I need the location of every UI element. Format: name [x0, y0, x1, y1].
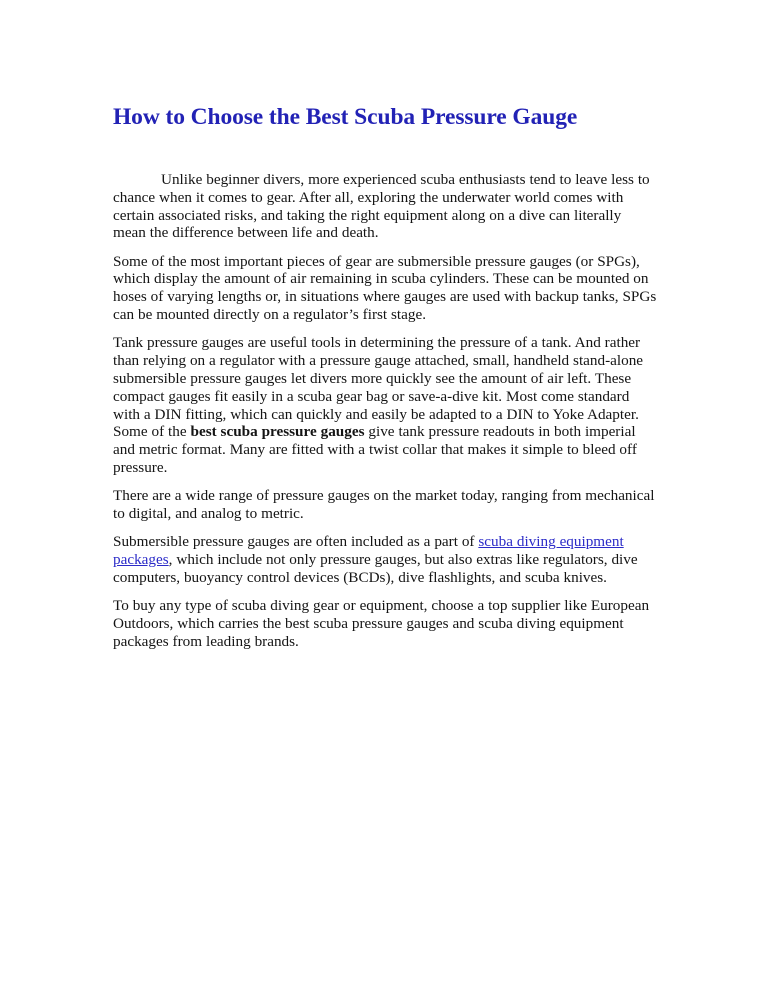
- paragraph-text-segment: Tank pressure gauges are useful tools in determining the pressure of a tank. And rather than relying on a regulator with a pressure gauge attached, small, handheld stand-alone submersible pressure gauges let divers more quickly see the amount of air left. These compact gauges fit easily in a scuba gear bag or save-a-dive kit. Most come standard with a DIN fitting, which can quickly and easily be adapted to a DIN to Yoke Adapter. Some of the: [113, 334, 644, 441]
- title-spacer: [113, 131, 657, 171]
- paragraph-spacer: [113, 477, 657, 488]
- paragraph-spacer: [113, 587, 657, 598]
- paragraph-gauge-range: There are a wide range of pressure gauges on the market today, ranging from mechanical to digital, and analog to metric.: [113, 487, 655, 523]
- bold-phrase-best-scuba-pressure-gauges: best scuba pressure gauges: [190, 423, 365, 441]
- page-title: How to Choose the Best Scuba Pressure Gauge: [113, 104, 578, 130]
- paragraph-packages: [113, 533, 657, 586]
- paragraph-spg-overview: Some of the most important pieces of gear are submersible pressure gauges (or SPGs), which display the amount of air remaining in scuba cylinders. These can be mounted on hoses of varying lengths or, in situations where gauges are used with backup tanks, SPGs can be mounted directly on a regulator’s first stage.: [113, 252, 657, 324]
- document-content: [113, 103, 657, 651]
- paragraph-supplier: To buy any type of scuba diving gear or equipment, choose a top supplier like European Outdoors, which carries the best scuba pressure gauges and scuba diving equipment packages from leading brands.: [113, 597, 650, 650]
- link-scuba-diving-equipment-packages[interactable]: scuba diving equipment packages: [113, 533, 624, 569]
- paragraph-spacer: [113, 324, 657, 335]
- paragraph-spacer: [113, 523, 657, 534]
- paragraph-intro: Unlike beginner divers, more experienced scuba enthusiasts tend to leave less to chance when it comes to gear. After all, exploring the underwater world comes with certain associated risks, and taking the right equipment along on a dive can literally mean the difference between life and death.: [113, 171, 650, 242]
- paragraph-tank-gauges: [113, 334, 657, 476]
- paragraph-text-segment: give tank pressure readouts in both imperial and metric format. Many are fitted with a twist collar that makes it simple to bleed off pressure.: [113, 423, 637, 476]
- paragraph-spacer: [113, 242, 657, 253]
- paragraph-text-segment: , which include not only pressure gauges, but also extras like regulators, dive computers, buoyancy control devices (BCDs), dive flashlights, and scuba knives.: [113, 551, 638, 586]
- paragraph-text-segment: Submersible pressure gauges are often included as a part of: [113, 533, 479, 551]
